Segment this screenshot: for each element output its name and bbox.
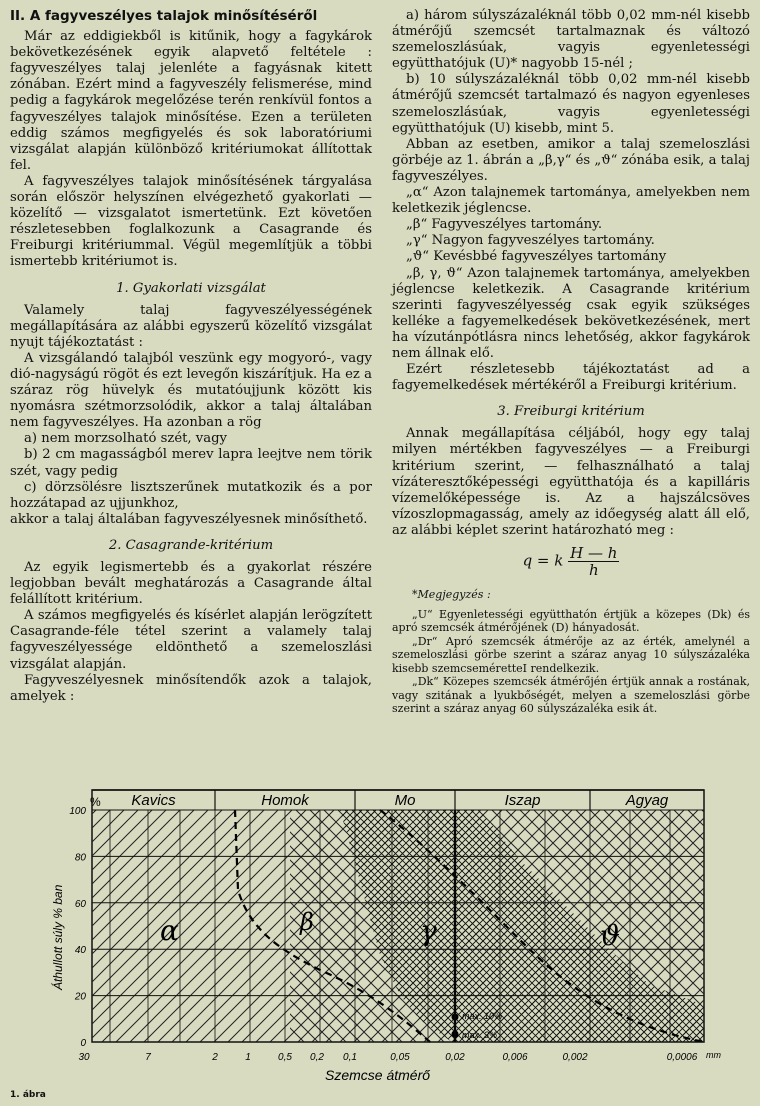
x-tick-label: 0,5 <box>278 1052 292 1063</box>
y-tick-label: 0 <box>80 1038 86 1049</box>
y-axis-ticks <box>69 806 86 1049</box>
zones-definition: „β, γ, ϑ“ Azon talajnemek tartománya, amelyekben jéglencse keletkezik. A Casagrande kritérium szerinti fagyveszélyesség csak egyik szükséges kelléke a fagyemelkedések bekövetkezésének, mert ha vízutánpótlásra nincs lehetőség, akkor fagykárok nem állnak elő. <box>392 265 750 361</box>
mark-label-3: max. 3% <box>462 1030 498 1040</box>
y-tick-label: 20 <box>74 991 86 1003</box>
paragraph: Abban az esetben, amikor a talaj szemeloszlási görbéje az 1. ábrán a „β,γ“ és „ϑ“ zónába esik, a talaj fagyveszélyes. <box>392 136 750 184</box>
formula-fraction <box>568 545 619 578</box>
soil-class-band <box>131 790 669 810</box>
x-tick-label: 1 <box>245 1052 251 1063</box>
footnote: „U“ Egyenletességi együtthatón értjük a közepes (Dk) és apró szemcsék átmérőjének (D) hányadosát. <box>392 607 750 635</box>
zone-beta-definition: „β“ Fagyveszélyes tartomány. <box>406 217 603 233</box>
left-column <box>10 8 372 705</box>
paragraph: A számos megfigyelés és kísérlet alapján lerögzített Casagrande-féle tétel szerint a valamely talaj fagyveszélyessége eldönthető a szemeloszlási vizsgálat alapján. <box>10 608 372 672</box>
x-tick-label: 0,1 <box>343 1052 357 1063</box>
subsection-heading: 1. Gyakorlati vizsgálat <box>116 280 266 296</box>
x-axis-ticks <box>78 1052 697 1063</box>
x-tick-label: 30 <box>78 1052 90 1063</box>
x-axis-label: Szemcse átmérő <box>325 1067 431 1083</box>
section-heading: II. A fagyveszélyes talajok minősítéséről <box>10 8 318 24</box>
paragraph: Fagyveszélyesnek minősítendők azok a talajok, amelyek : <box>10 672 372 704</box>
formula-left: q = k <box>522 551 564 570</box>
footnote: „Dr“ Apró szemcsék átmérője az az érték, amelynél a szemeloszlási görbe szerint a száraz anyag 10 súlyszázaléka kisebb szemcseméretteI rendelkezik. <box>392 634 750 675</box>
soil-class-label: Kavics <box>131 792 176 809</box>
footnote-heading: *Megjegyzés : <box>412 588 491 602</box>
zone-gamma-definition: „γ“ Nagyon fagyveszélyes tartomány. <box>406 233 655 249</box>
zone-label-alpha: α <box>160 914 179 947</box>
criterion-b: b) 10 súlyszázaléknál több 0,02 mm-nél kisebb átmérőjű szemcsét tartalmazó és nagyon egyenleses szemeloszlásúak, vagyis egyenletességi együtthatójuk (U) kisebb, mint 5. <box>392 72 750 136</box>
paragraph: A vizsgálandó talajból veszünk egy mogyoró-, vagy dió-nagyságú rögöt és ezt levegőn kiszárítjuk. Ha ez a száraz rög hüvelyk és mutatóujjunk között kis nyomásra szétmorzsolódik, akkor a talaj általában nem fagyveszélyes. Ha azonban a rög <box>10 350 372 431</box>
x-tick-label: 2 <box>212 1052 218 1063</box>
soil-class-label: Iszap <box>504 792 541 809</box>
subsection-heading: 3. Freiburgi kritérium <box>497 404 645 420</box>
figure-caption: 1. ábra <box>10 1090 46 1100</box>
footnotes <box>392 588 750 716</box>
footnote: „Dk“ Közepes szemcsék átmérőjén értjük annak a rostának, vagy szitának a lyukbőségét, melyen a szemeloszlási görbe szerint a száraz anyag 60 súlyszázaléka esik át. <box>392 675 750 716</box>
y-axis-label: Áthullott súly % ban <box>51 884 65 990</box>
zone-label-theta: ϑ <box>600 919 621 952</box>
y-tick-label: 80 <box>74 852 86 864</box>
paragraph: Valamely talaj fagyveszélyességének megállapítására az alábbi egyszerű közelítő vizsgálat nyujt tájékoztatást : <box>10 302 372 350</box>
soil-class-label: Mo <box>394 792 416 809</box>
paragraph: Már az eddigiekből is kitűnik, hogy a fagykárok bekövetkezésének egyik alapvető feltétele : fagyveszélyes talaj jelenléte a fagyásnak kitett zónában. Ezért mind a fagyveszély felismerése, mind pedig a fagykárok megelőzése terén renkívül fontos a fagyveszélyes talajok minősítése. Ezen a területen eddig számos megfigyelés és sok laboratóriumi vizsgálat alapján különböző kritériumokat állítottak fel. <box>10 29 372 173</box>
list-item-c: c) dörzsölésre lisztszerűnek mutatkozik és a por hozzátapad az ujjunkhoz, <box>10 479 372 511</box>
y-tick-label: 100 <box>69 806 86 817</box>
list-item-a: a) nem morzsolható szét, vagy <box>24 431 228 447</box>
subsection-heading: 2. Casagrande-kritérium <box>108 537 274 553</box>
x-tick-label: 0,006 <box>502 1052 528 1063</box>
paragraph: Ezért részletesebb tájékoztatást ad a fagyemelkedések mértékéről a Freiburgi kritérium. <box>392 362 750 394</box>
formula-numerator: H — h <box>570 544 618 562</box>
grain-size-chart <box>0 780 760 1090</box>
formula <box>392 545 750 578</box>
x-tick-label: 0,0006 <box>666 1052 698 1063</box>
y-unit: % <box>90 795 101 809</box>
paragraph: akkor a talaj általában fagyveszélyesnek minősíthető. <box>10 511 368 527</box>
paragraph: A fagyveszélyes talajok minősítésének tárgyalása során először helyszínen elvégezhető gyakorlati — közelítő — vizsgalatot ismertetünk. Ezt követően részletesebben foglalkozunk a Casagrande és Freiburgi kritériummal. Végül megemlítjük a többi ismertebb kritériumot is. <box>10 173 372 270</box>
formula-denominator: h <box>588 561 599 580</box>
x-tick-label: 0,002 <box>562 1052 588 1063</box>
mark-label-10: max. 10% <box>462 1011 503 1021</box>
y-tick-label: 40 <box>74 945 86 957</box>
paragraph: Annak megállapítása céljából, hogy egy talaj milyen mértékben fagyveszélyes — a Freiburgi kritérium szerint, — felhasználható a talaj vízáteresztőképességi együtthatója és a kapilláris vízemelőképessége is. Az a hajszálcsöves vízoszlopmagasság, amely az időegység alatt áll elő, az alábbi képlet szerint határozható meg : <box>392 426 750 538</box>
soil-class-label: Agyag <box>625 792 669 809</box>
x-tick-label: 0,02 <box>445 1052 465 1063</box>
paragraph: Az egyik legismertebb és a gyakorlat részére legjobban bevált meghatározás a Casagrande által felállított kritérium. <box>10 560 372 608</box>
zone-label-beta: β <box>300 908 314 936</box>
zone-alpha-definition: „α“ Azon talajnemek tartománya, amelyekben nem keletkezik jéglencse. <box>392 185 750 217</box>
criterion-a: a) három súlyszázaléknál több 0,02 mm-nél kisebb átmérőjű szemcsét tartalmaznak és változó szemeloszlásúak, vagyis egyenletességi együtthatójuk (U)* nagyobb 15-nél ; <box>392 8 750 72</box>
soil-class-label: Homok <box>261 792 309 809</box>
right-column <box>392 8 750 716</box>
x-tick-label: 7 <box>145 1052 151 1063</box>
list-item-b: b) 2 cm magasságból merev lapra leejtve nem törik szét, vagy pedig <box>10 447 372 479</box>
x-tick-label: 0,05 <box>390 1052 410 1063</box>
zone-theta-definition: „ϑ“ Kevésbbé fagyveszélyes tartomány <box>406 249 667 265</box>
x-unit: mm <box>706 1050 721 1060</box>
x-tick-label: 0,2 <box>310 1052 324 1063</box>
y-tick-label: 60 <box>74 898 86 910</box>
zone-label-gamma: γ <box>420 914 437 947</box>
